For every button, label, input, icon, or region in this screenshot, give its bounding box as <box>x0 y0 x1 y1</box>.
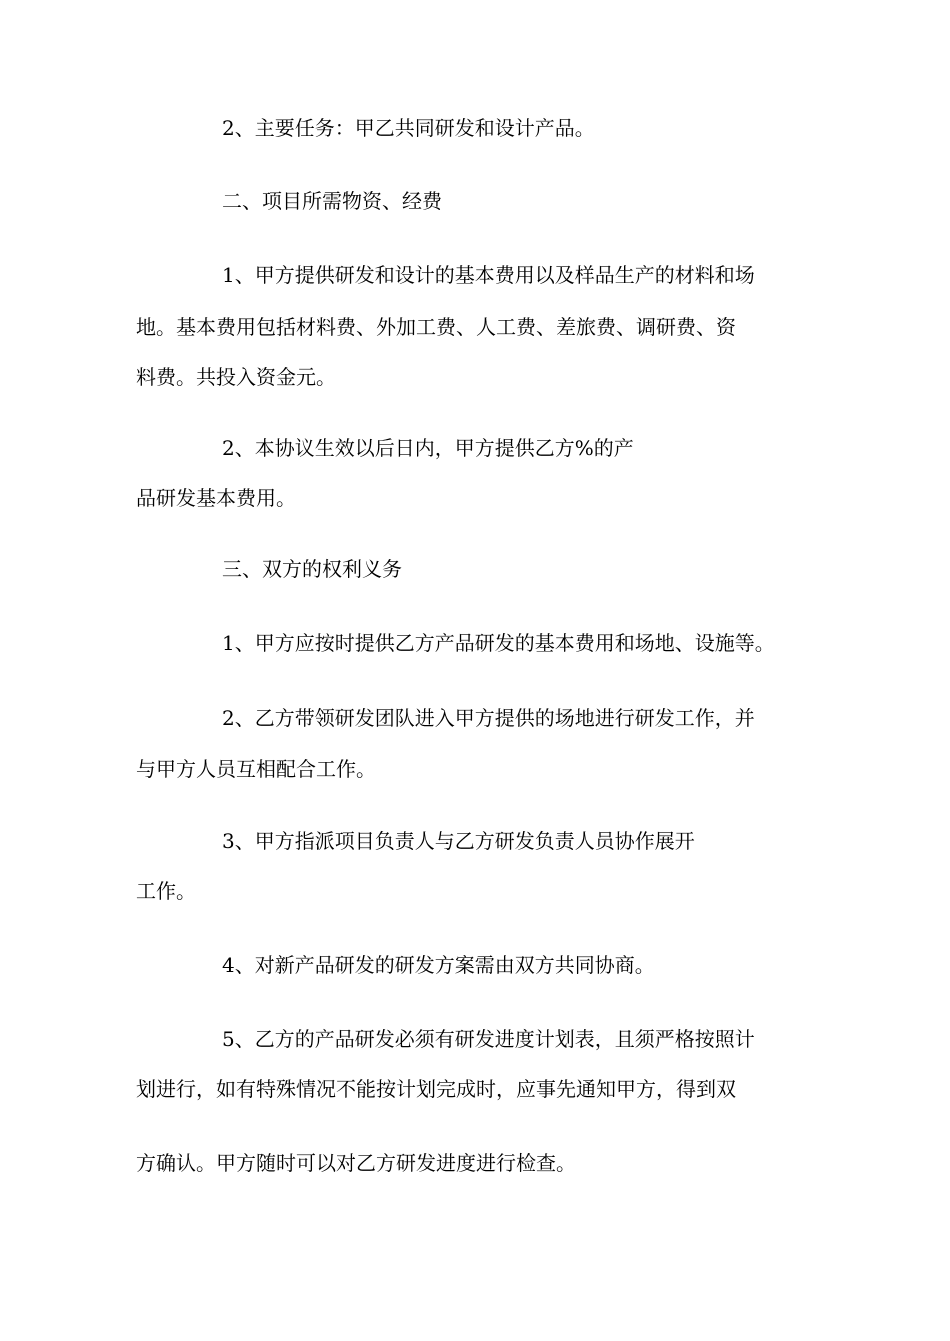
paragraph-line: 工作。 <box>136 879 196 903</box>
paragraph-line: 方确认。甲方随时可以对乙方研发进度进行检查。 <box>136 1151 576 1175</box>
paragraph-line: 5、乙方的产品研发必须有研发进度计划表，且须严格按照计 <box>222 1027 755 1051</box>
paragraph-line: 料费。共投入资金元。 <box>136 365 336 389</box>
paragraph-line: 3、甲方指派项目负责人与乙方研发负责人员协作展开 <box>222 829 695 853</box>
paragraph-line: 2、乙方带领研发团队进入甲方提供的场地进行研发工作，并 <box>222 706 755 730</box>
paragraph-line: 1、甲方提供研发和设计的基本费用以及样品生产的材料和场 <box>222 263 755 287</box>
section-heading-materials-funding: 二、项目所需物资、经费 <box>222 189 442 213</box>
paragraph-line: 与甲方人员互相配合工作。 <box>136 757 376 781</box>
paragraph-line: 2、本协议生效以后日内，甲方提供乙方%的产 <box>222 436 634 460</box>
paragraph-line: 品研发基本费用。 <box>136 486 296 510</box>
paragraph-line: 地。基本费用包括材料费、外加工费、人工费、差旅费、调研费、资 <box>136 315 736 339</box>
paragraph-line: 1、甲方应按时提供乙方产品研发的基本费用和场地、设施等。 <box>222 631 775 655</box>
section-heading-rights-obligations: 三、双方的权利义务 <box>222 557 402 581</box>
paragraph-line: 4、对新产品研发的研发方案需由双方共同协商。 <box>222 953 655 977</box>
paragraph-line: 划进行，如有特殊情况不能按计划完成时，应事先通知甲方，得到双 <box>136 1077 736 1101</box>
paragraph-main-task: 2、主要任务：甲乙共同研发和设计产品。 <box>222 116 595 140</box>
